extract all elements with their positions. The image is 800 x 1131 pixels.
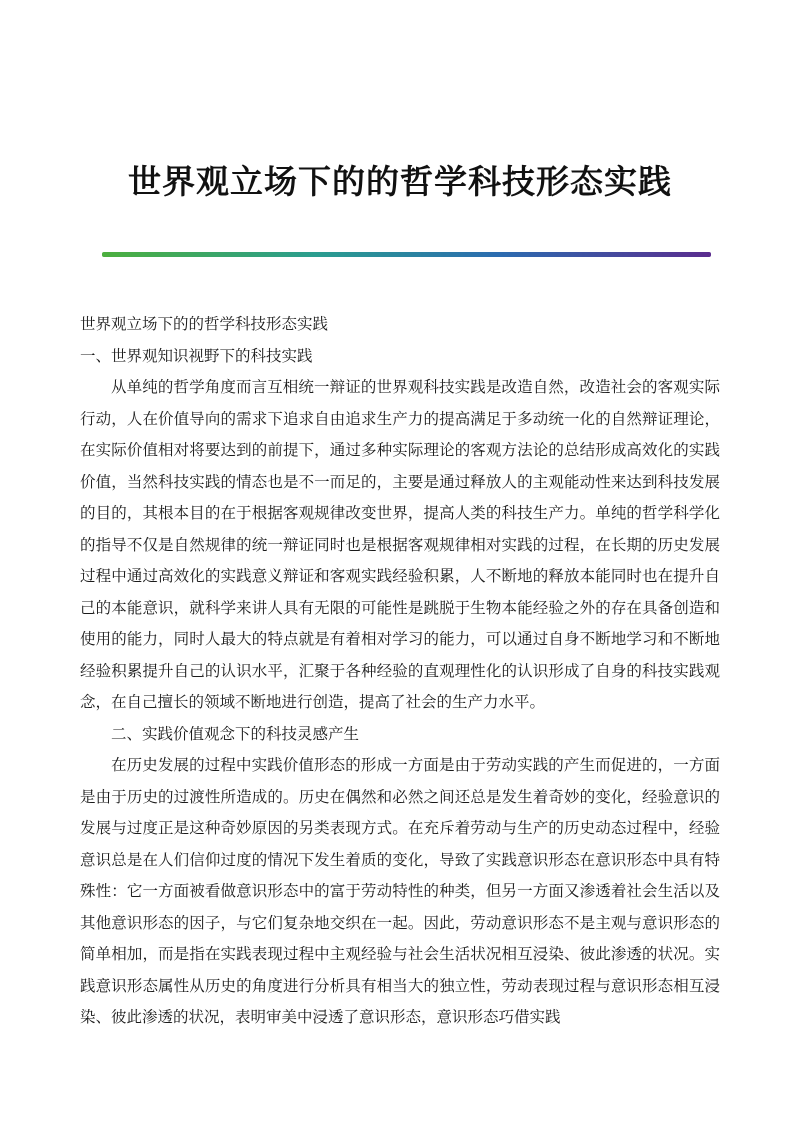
document-subtitle: 世界观立场下的的哲学科技形态实践 — [80, 315, 329, 333]
document-body — [80, 309, 720, 1034]
document-title: 世界观立场下的的哲学科技形态实践 — [128, 162, 672, 201]
section-paragraph-2: 在历史发展的过程中实践价值形态的形成一方面是由于劳动实践的产生而促进的，一方面是由于历史的过渡性所造成的。历史在偶然和必然之间还总是发生着奇妙的变化，经验意识的发展与过度正是这种奇妙原因的另类表现方式。在充斥着劳动与生产的历史动态过程中，经验意识总是在人们信仰过度的情况下发生着质的变化，导致了实践意识形态在意识形态中具有特殊性：它一方面被看做意识形态中的富于劳动特性的种类，但另一方面又渗透着社会生活以及其他意识形态的因子，与它们复杂地交织在一起。因此，劳动意识形态不是主观与意识形态的简单相加，而是指在实践表现过程中主观经验与社会生活状况相互浸染、彼此渗透的状况。实践意识形态属性从历史的角度进行分析具有相当大的独立性，劳动表现过程与意识形态相互浸染、彼此渗透的状况，表明审美中浸透了意识形态，意识形态巧借实践 — [80, 756, 720, 1026]
section-paragraph-1: 从单纯的哲学角度而言互相统一辩证的世界观科技实践是改造自然，改造社会的客观实际行动，人在价值导向的需求下追求自由追求生产力的提高满足于多动统一化的自然辩证理论，在实际价值相对将要达到的前提下，通过多种实际理论的客观方法论的总结形成高效化的实践价值，当然科技实践的情态也是不一而足的，主要是通过释放人的主观能动性来达到科技发展的目的，其根本目的在于根据客观规律改变世界，提高人类的科技生产力。单纯的哲学科学化的指导不仅是自然规律的统一辩证同时也是根据客观规律相对实践的过程，在长期的历史发展过程中通过高效化的实践意义辩证和客观实践经验积累，人不断地的释放本能同时也在提升自己的本能意识，就科学来讲人具有无限的可能性是跳脱于生物本能经验之外的存在具备创造和使用的能力，同时人最大的特点就是有着相对学习的能力，可以通过自身不断地学习和不断地经验积累提升自己的认识水平，汇聚于各种经验的直观理性化的认识形成了自身的科技实践观念，在自己擅长的领域不断地进行创造，提高了社会的生产力水平。 — [80, 378, 720, 711]
section-heading-1: 一、世界观知识视野下的科技实践 — [80, 346, 313, 365]
title-divider — [102, 252, 711, 257]
section-heading-2: 二、实践价值观念下的科技灵感产生 — [111, 724, 360, 743]
